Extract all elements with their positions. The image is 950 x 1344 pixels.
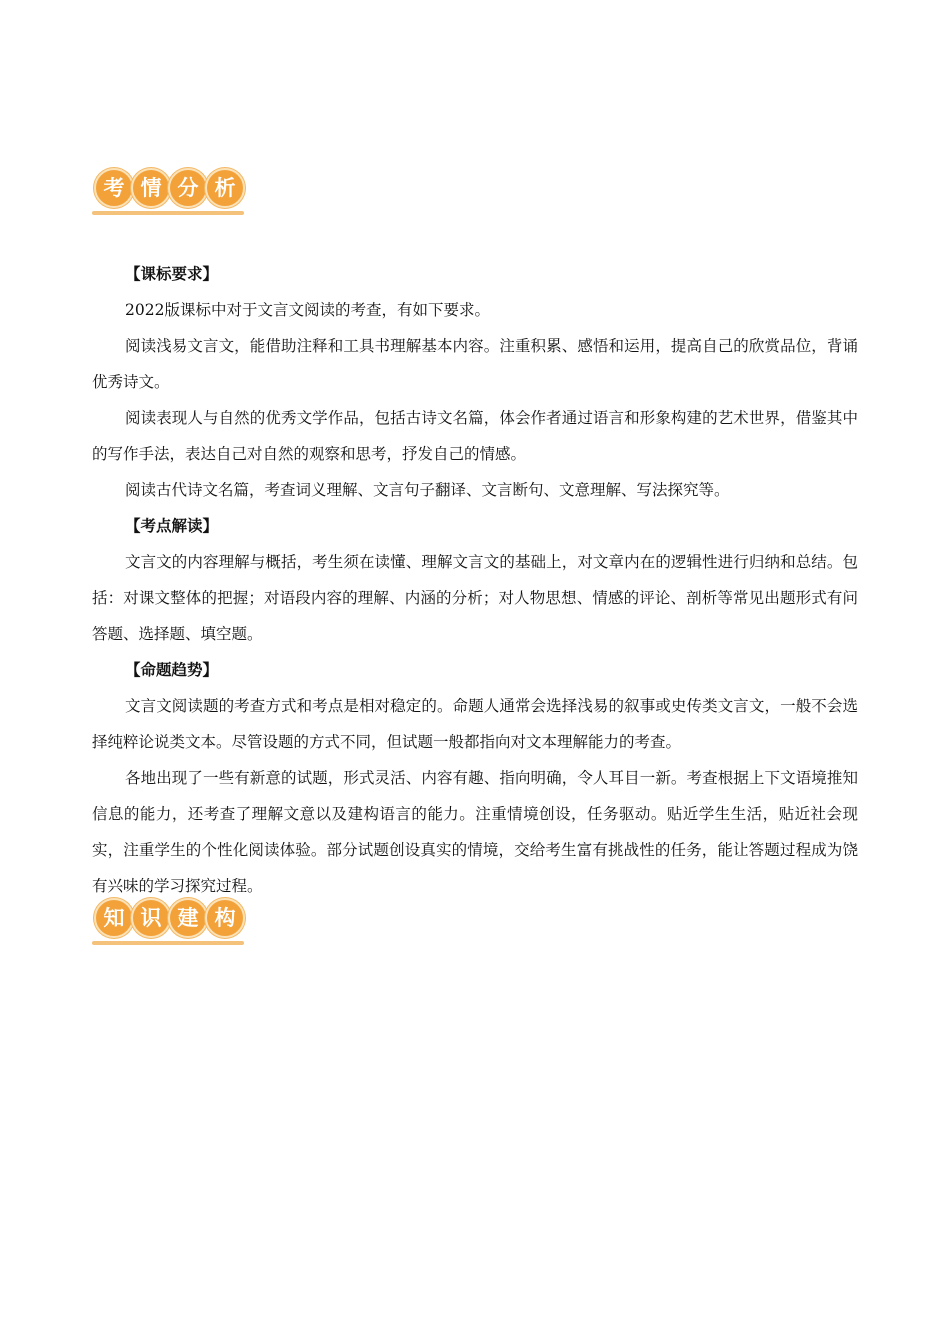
paragraph: 阅读表现人与自然的优秀文学作品，包括古诗文名篇，体会作者通过语言和形象构建的艺术世界，借鉴其中的写作手法，表达自己对自然的观察和思考，抒发自己的情感。 xyxy=(92,409,858,463)
paragraph: 各地出现了一些有新意的试题，形式灵活、内容有趣、指向明确，令人耳目一新。考查根据上下文语境推知信息的能力，还考查了理解文意以及建构语言的能力。注重情境创设，任务驱动。贴近学生生活，贴近社会现实，注重学生的个性化阅读体验。部分试题创设真实的情境，交给考生富有挑战性的任务，能让答题过程成为饶有兴味的学习探究过程。 xyxy=(92,769,858,895)
section-heading-curriculum: 【课标要求】 xyxy=(125,265,219,283)
paragraph: 2022版课标中对于文言文阅读的考查，有如下要求。 xyxy=(125,301,490,319)
document-body xyxy=(92,256,858,904)
section-banner-knowledge xyxy=(92,898,252,948)
section-heading-trends: 【命题趋势】 xyxy=(125,661,219,679)
banner-underline xyxy=(92,941,244,945)
section-heading-key-points: 【考点解读】 xyxy=(125,517,219,535)
paragraph: 文言文的内容理解与概括，考生须在读懂、理解文言文的基础上，对文章内在的逻辑性进行归纳和总结。包括：对课文整体的把握；对语段内容的理解、内涵的分析；对人物思想、情感的评论、剖析等常见出题形式有问答题、选择题、填空题。 xyxy=(92,553,858,643)
banner-char-badge: 建 xyxy=(168,898,208,938)
section-banner-analysis xyxy=(92,168,252,218)
banner-char-badge: 构 xyxy=(205,898,245,938)
paragraph: 文言文阅读题的考查方式和考点是相对稳定的。命题人通常会选择浅易的叙事或史传类文言文，一般不会选择纯粹论说类文本。尽管设题的方式不同，但试题一般都指向对文本理解能力的考查。 xyxy=(92,697,858,751)
banner-char-badge: 情 xyxy=(131,168,171,208)
paragraph: 阅读古代诗文名篇，考查词义理解、文言句子翻译、文言断句、文意理解、写法探究等。 xyxy=(125,481,730,499)
banner-char-badge: 识 xyxy=(131,898,171,938)
banner-char-badge: 分 xyxy=(168,168,208,208)
banner-underline xyxy=(92,211,244,215)
banner-char-badge: 知 xyxy=(94,898,134,938)
banner-char-badge: 析 xyxy=(205,168,245,208)
banner-char-badge: 考 xyxy=(94,168,134,208)
paragraph: 阅读浅易文言文，能借助注释和工具书理解基本内容。注重积累、感悟和运用，提高自己的欣赏品位，背诵优秀诗文。 xyxy=(92,337,858,391)
